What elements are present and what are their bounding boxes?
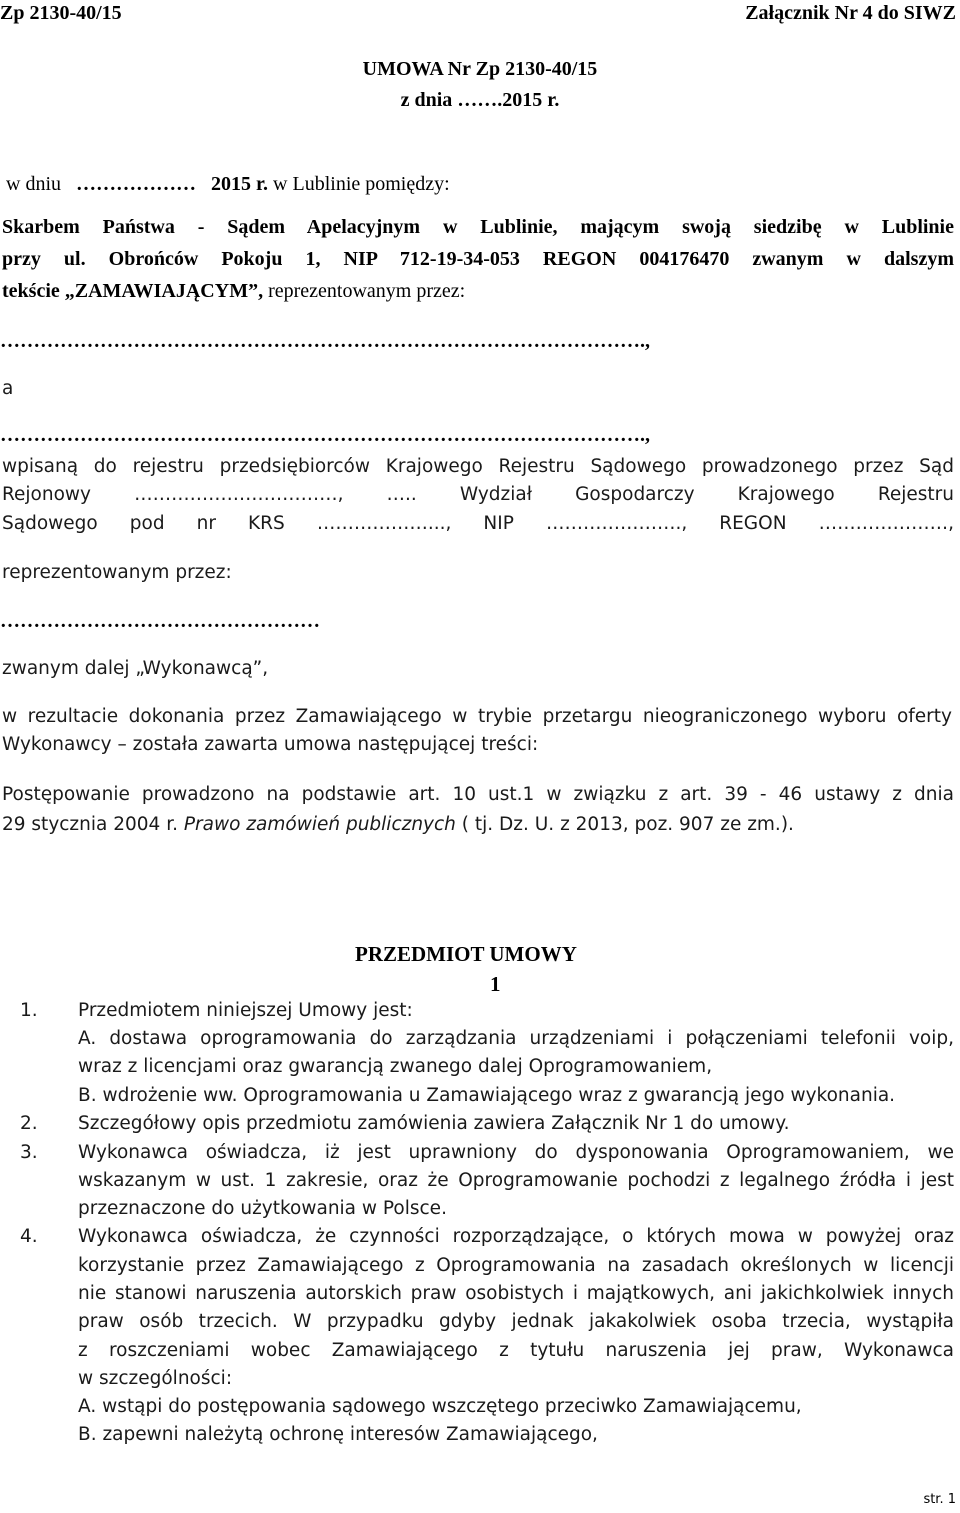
item-1a-line2: wraz z licencjami oraz gwarancją zwanego dalej Oprogramowaniem, (78, 1056, 713, 1077)
contract-date: z dnia …….2015 r. (400, 89, 560, 111)
item-4-line6: w szczególności: (78, 1368, 233, 1389)
item-1a-line1: A. dostawa oprogramowania do zarządzania urządzeniami i połączeniami telefonii voip, (78, 1028, 954, 1049)
intro-date-year: 2015 r. (211, 173, 269, 195)
item-4b-line: B. zapewni należytą ochronę interesów Zamawiającego, (78, 1424, 598, 1445)
party1-line2: przy ul. Obrońców Pokoju 1, NIP 712-19-34-053 REGON 004176470 zwanym w dalszym (2, 248, 954, 270)
item-2-number: 2. (20, 1113, 38, 1134)
contract-title: UMOWA Nr Zp 2130-40/15 (362, 58, 598, 80)
basis-date: 29 stycznia 2004 r. (2, 814, 178, 835)
party2-dots: ……………………………………………………………………………………., (0, 424, 650, 446)
result-line2: Wykonawcy – została zawarta umowa następującej treści: (2, 734, 539, 755)
party2-line3: Sądowego pod nr KRS ………………..., NIP …………………., REGON …………………, (2, 513, 954, 534)
page-number: str. 1 (923, 1492, 956, 1507)
item-3-line1: Wykonawca oświadcza, iż jest uprawniony do dysponowania Oprogramowaniem, we (78, 1142, 954, 1163)
item-3-line2: wskazanym w ust. 1 zakresie, oraz że Oprogramowanie pochodzi z legalnego źródła i jest (78, 1170, 954, 1191)
item-4a-line: A. wstąpi do postępowania sądowego wszczętego przeciwko Zamawiającemu, (78, 1396, 802, 1417)
party1-role: tekście „ZAMAWIAJĄCYM”, (2, 280, 264, 302)
party1-line1: Skarbem Państwa - Sądem Apelacyjnym w Lublinie, mającym swoją siedzibę w Lublinie (2, 216, 954, 238)
intro-line (6, 173, 450, 196)
contractor-definition: zwanym dalej „Wykonawcą”, (2, 658, 269, 679)
item-4-line4: praw osób trzecich. W przypadku gdyby jednak jakakolwiek osoba trzecia, wystąpiła (78, 1311, 954, 1332)
item-1b-line: B. wdrożenie ww. Oprogramowania u Zamawiającego wraz z gwarancją jego wykonania. (78, 1085, 896, 1106)
conjunction-a: a (2, 378, 14, 399)
item-1-line: Przedmiotem niniejszej Umowy jest: (78, 1000, 413, 1021)
paragraph-number: 1 (490, 972, 501, 996)
item-4-line5: z roszczeniami wobec Zamawiającego z tytułu naruszenia jej praw, Wykonawca (78, 1340, 954, 1361)
item-4-line2: korzystanie przez Zamawiającego z Oprogramowania na zasadach określonych w licencji (78, 1255, 954, 1276)
item-4-line3: nie stanowi naruszenia autorskich praw osobistych i majątkowych, ani jakichkolwiek innych (78, 1283, 954, 1304)
party2-represented: reprezentowanym przez: (2, 562, 232, 583)
basis-line1: Postępowanie prowadzono na podstawie art. 10 ust.1 w związku z art. 39 - 46 ustawy z dnia (2, 784, 954, 805)
basis-citation: ( tj. Dz. U. z 2013, poz. 907 ze zm.). (461, 814, 794, 835)
section-heading: PRZEDMIOT UMOWY (355, 942, 577, 966)
item-4-line1: Wykonawca oświadcza, że czynności rozporządzające, o których mowa w powyżej oraz (78, 1226, 954, 1247)
party1-represented: reprezentowanym przez: (268, 280, 466, 302)
attachment-label: Załącznik Nr 4 do SIWZ (745, 2, 956, 24)
basis-act-title: Prawo zamówień publicznych (183, 814, 456, 835)
party2-line1: wpisaną do rejestru przedsiębiorców Krajowego Rejestru Sądowego prowadzonego przez Sąd (2, 456, 954, 477)
item-4-number: 4. (20, 1226, 38, 1247)
representative1-dots: ……………………………………………………………………………………., (0, 330, 650, 352)
paragraph-marker (474, 972, 501, 997)
party2-line2: Rejonowy ……………………………, ….. Wydział Gospodarczy Krajowego Rejestru (2, 484, 954, 505)
intro-date-dots: ……………… (76, 173, 196, 195)
item-1-number: 1. (20, 1000, 38, 1021)
representative2-dots: ………………………………………… (0, 610, 320, 632)
item-3-line3: przeznaczone do użytkowania w Polsce. (78, 1198, 447, 1219)
party1-line3 (2, 280, 465, 303)
basis-line2 (2, 814, 794, 835)
item-2-line: Szczegółowy opis przedmiotu zamówienia zawiera Załącznik Nr 1 do umowy. (78, 1113, 790, 1134)
result-line1: w rezultacie dokonania przez Zamawiającego w trybie przetargu nieograniczonego wyboru oferty (2, 706, 952, 727)
intro-date-prefix: w dniu (6, 173, 61, 195)
case-number: Zp 2130-40/15 (0, 2, 122, 24)
intro-date-suffix: w Lublinie pomiędzy: (273, 173, 450, 195)
item-3-number: 3. (20, 1142, 38, 1163)
